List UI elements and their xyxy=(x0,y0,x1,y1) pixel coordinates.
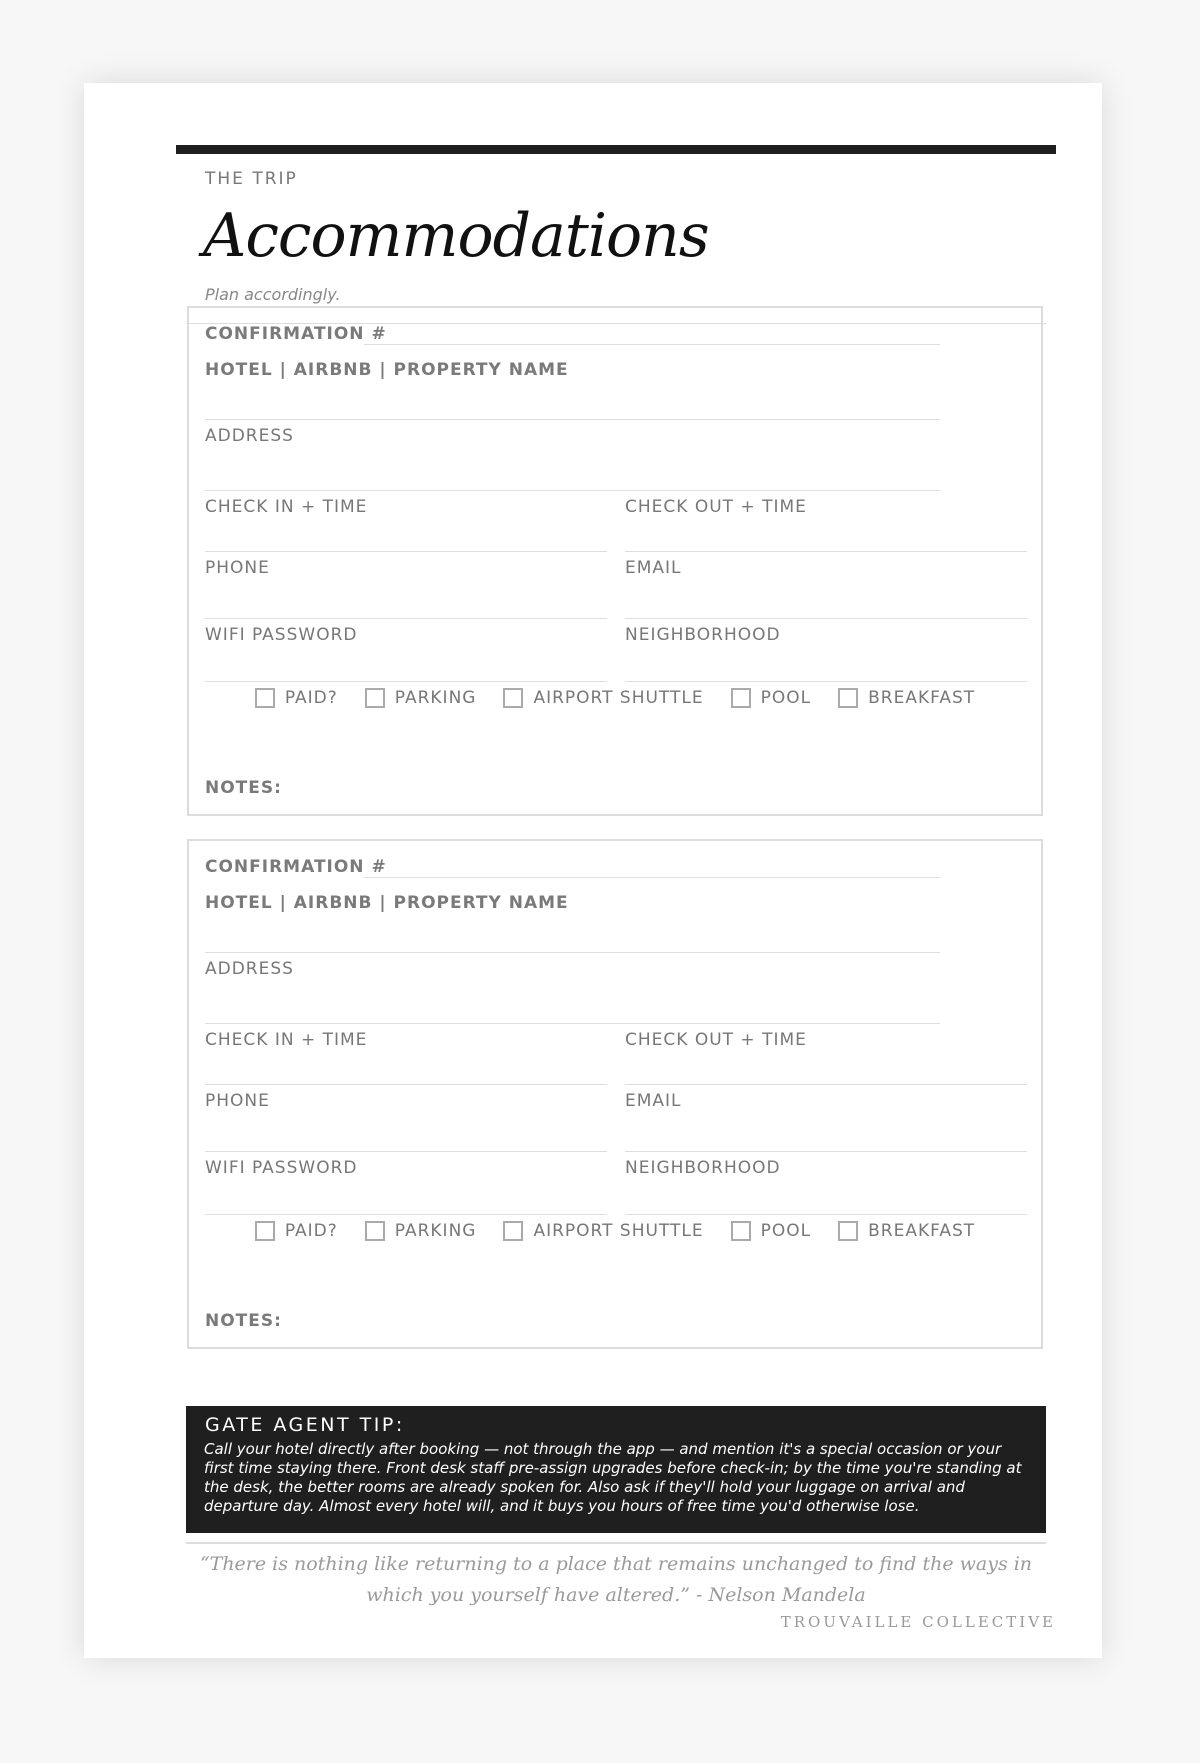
notes-label: NOTES: xyxy=(205,778,282,798)
paid-checkbox[interactable]: PAID? xyxy=(255,1221,338,1241)
property-line[interactable] xyxy=(205,419,940,420)
email-label: EMAIL xyxy=(625,1091,682,1111)
email-line[interactable] xyxy=(625,1151,1027,1152)
parking-checkbox[interactable]: PARKING xyxy=(365,1221,477,1241)
phone-line[interactable] xyxy=(205,618,607,619)
airport-shuttle-checkbox[interactable]: AIRPORT SHUTTLE xyxy=(503,1221,703,1241)
wifi-label: WIFI PASSWORD xyxy=(205,625,358,645)
address-label: ADDRESS xyxy=(205,959,294,979)
footer-divider xyxy=(186,1542,1046,1544)
property-line[interactable] xyxy=(205,952,940,953)
check-out-label: CHECK OUT + TIME xyxy=(625,1030,807,1050)
confirmation-label: CONFIRMATION # xyxy=(205,324,387,344)
paid-checkbox[interactable]: PAID? xyxy=(255,688,338,708)
checkbox-square[interactable] xyxy=(731,1221,751,1241)
notes-label: NOTES: xyxy=(205,1311,282,1331)
wifi-line[interactable] xyxy=(205,1214,607,1215)
check-in-label: CHECK IN + TIME xyxy=(205,497,368,517)
amenity-checkboxes xyxy=(189,688,1041,708)
neighborhood-line[interactable] xyxy=(625,1214,1027,1215)
accommodation-card-1 xyxy=(187,306,1043,816)
footer-quote: “There is nothing like returning to a place that remains unchanged to find the ways in which you yourself have altered.” - Nelson Mandela xyxy=(199,1553,1033,1606)
checkbox-square[interactable] xyxy=(503,688,523,708)
breakfast-checkbox[interactable]: BREAKFAST xyxy=(838,688,975,708)
brand-name: TROUVAILLE COLLECTIVE xyxy=(780,1613,1056,1631)
checkbox-square[interactable] xyxy=(731,688,751,708)
confirmation-label: CONFIRMATION # xyxy=(205,857,387,877)
amenity-checkboxes xyxy=(189,1221,1041,1241)
checkbox-square[interactable] xyxy=(838,1221,858,1241)
property-label: HOTEL | AIRBNB | PROPERTY NAME xyxy=(205,360,569,380)
neighborhood-label: NEIGHBORHOOD xyxy=(625,625,781,645)
checkbox-square[interactable] xyxy=(365,688,385,708)
check-in-label: CHECK IN + TIME xyxy=(205,1030,368,1050)
checkbox-square[interactable] xyxy=(255,688,275,708)
tip-body: Call your hotel directly after booking — not through the app — and mention it's a special occasion or your first time staying there. Front desk staff pre-assign upgrades before check-in; by the time you're standing at the desk, the better rooms are already spoken for. Also ask if they'll hold your luggage on arrival and departure day. Almost every hotel will, and it buys you hours of free time you'd otherwise lose. xyxy=(204,1440,1022,1515)
checkbox-square[interactable] xyxy=(838,688,858,708)
pool-checkbox[interactable]: POOL xyxy=(731,1221,811,1241)
gate-agent-tip xyxy=(186,1406,1046,1533)
checkbox-square[interactable] xyxy=(365,1221,385,1241)
section-eyebrow: THE TRIP xyxy=(205,169,298,189)
wifi-line[interactable] xyxy=(205,681,607,682)
neighborhood-label: NEIGHBORHOOD xyxy=(625,1158,781,1178)
confirmation-line[interactable] xyxy=(364,877,940,878)
check-out-line[interactable] xyxy=(625,551,1027,552)
address-label: ADDRESS xyxy=(205,426,294,446)
page-title: Accommodations xyxy=(203,201,709,271)
check-out-line[interactable] xyxy=(625,1084,1027,1085)
neighborhood-line[interactable] xyxy=(625,681,1027,682)
accommodation-card-2 xyxy=(187,839,1043,1349)
property-label: HOTEL | AIRBNB | PROPERTY NAME xyxy=(205,893,569,913)
tip-title: GATE AGENT TIP: xyxy=(205,1414,405,1436)
address-line[interactable] xyxy=(205,1023,940,1024)
checkbox-square[interactable] xyxy=(503,1221,523,1241)
planner-page xyxy=(84,83,1102,1658)
wifi-label: WIFI PASSWORD xyxy=(205,1158,358,1178)
airport-shuttle-checkbox[interactable]: AIRPORT SHUTTLE xyxy=(503,688,703,708)
top-bar xyxy=(176,145,1056,154)
breakfast-checkbox[interactable]: BREAKFAST xyxy=(838,1221,975,1241)
address-line[interactable] xyxy=(205,490,940,491)
checkbox-square[interactable] xyxy=(255,1221,275,1241)
pool-checkbox[interactable]: POOL xyxy=(731,688,811,708)
phone-label: PHONE xyxy=(205,558,270,578)
confirmation-line[interactable] xyxy=(364,344,940,345)
check-out-label: CHECK OUT + TIME xyxy=(625,497,807,517)
page-subtitle: Plan accordingly. xyxy=(205,285,341,304)
parking-checkbox[interactable]: PARKING xyxy=(365,688,477,708)
email-line[interactable] xyxy=(625,618,1027,619)
phone-label: PHONE xyxy=(205,1091,270,1111)
email-label: EMAIL xyxy=(625,558,682,578)
check-in-line[interactable] xyxy=(205,1084,607,1085)
check-in-line[interactable] xyxy=(205,551,607,552)
phone-line[interactable] xyxy=(205,1151,607,1152)
